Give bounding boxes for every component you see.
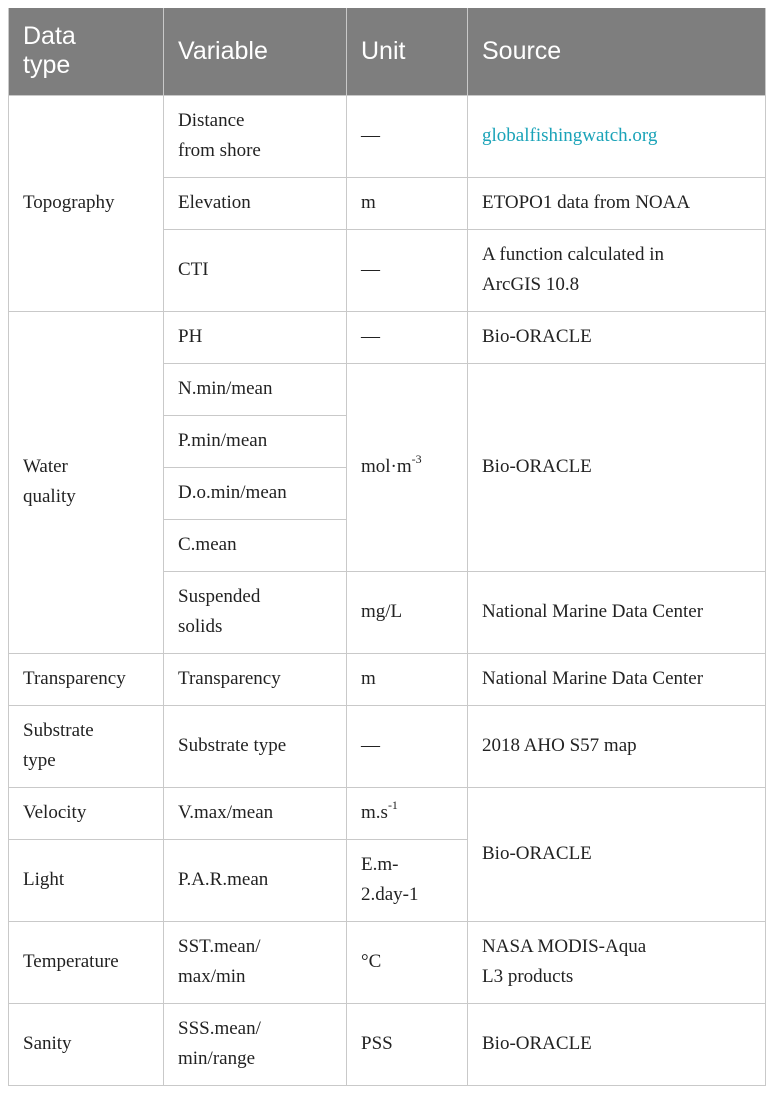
unit-cell: — (347, 705, 468, 787)
table-row (9, 1003, 766, 1085)
variable-cell: P.min/mean (164, 415, 347, 467)
source-cell: National Marine Data Center (468, 653, 766, 705)
table-row (9, 787, 766, 839)
unit-cell: °C (347, 921, 468, 1003)
unit-cell: E.m- 2.day-1 (347, 839, 468, 921)
unit-cell: PSS (347, 1003, 468, 1085)
data-type-cell: Velocity (9, 787, 164, 839)
source-cell: A function calculated in ArcGIS 10.8 (468, 229, 766, 311)
header-variable: Variable (164, 8, 347, 95)
source-cell: Bio-ORACLE (468, 363, 766, 571)
unit-cell: — (347, 95, 468, 177)
header-source: Source (468, 8, 766, 95)
header-unit: Unit (347, 8, 468, 95)
variable-cell: SST.mean/ max/min (164, 921, 347, 1003)
data-type-cell: Transparency (9, 653, 164, 705)
data-type-cell: Water quality (9, 311, 164, 653)
table-row (9, 311, 766, 363)
source-cell: National Marine Data Center (468, 571, 766, 653)
data-sources-table (8, 8, 766, 1086)
unit-cell: — (347, 229, 468, 311)
header-row (9, 8, 766, 95)
unit-cell: m (347, 653, 468, 705)
variable-cell: V.max/mean (164, 787, 347, 839)
source-link[interactable]: globalfishingwatch.org (482, 125, 658, 146)
unit-cell: — (347, 311, 468, 363)
variable-cell: N.min/mean (164, 363, 347, 415)
variable-cell: PH (164, 311, 347, 363)
data-type-cell: Light (9, 839, 164, 921)
variable-cell: Distance from shore (164, 95, 347, 177)
source-cell: NASA MODIS-Aqua L3 products (468, 921, 766, 1003)
table-row (9, 653, 766, 705)
source-cell: Bio-ORACLE (468, 787, 766, 921)
data-type-cell: Sanity (9, 1003, 164, 1085)
unit-cell: $m.s^{-1}$ (347, 787, 468, 839)
variable-cell: Suspended solids (164, 571, 347, 653)
data-type-cell: Topography (9, 95, 164, 311)
table-row (9, 921, 766, 1003)
data-type-cell: Temperature (9, 921, 164, 1003)
data-type-cell: Substrate type (9, 705, 164, 787)
source-cell[interactable] (468, 95, 766, 177)
unit-cell: m (347, 177, 468, 229)
source-cell: ETOPO1 data from NOAA (468, 177, 766, 229)
source-cell: Bio-ORACLE (468, 1003, 766, 1085)
variable-cell: Transparency (164, 653, 347, 705)
variable-cell: SSS.mean/ min/range (164, 1003, 347, 1085)
variable-cell: Substrate type (164, 705, 347, 787)
table-row (9, 705, 766, 787)
header-data-type: Data type (9, 8, 164, 95)
variable-cell: P.A.R.mean (164, 839, 347, 921)
variable-cell: C.mean (164, 519, 347, 571)
variable-cell: Elevation (164, 177, 347, 229)
table-row (9, 95, 766, 177)
variable-cell: CTI (164, 229, 347, 311)
source-cell: 2018 AHO S57 map (468, 705, 766, 787)
unit-cell: $mol\cdot m^{-3}$ (347, 363, 468, 571)
source-cell: Bio-ORACLE (468, 311, 766, 363)
variable-cell: D.o.min/mean (164, 467, 347, 519)
unit-cell: mg/L (347, 571, 468, 653)
